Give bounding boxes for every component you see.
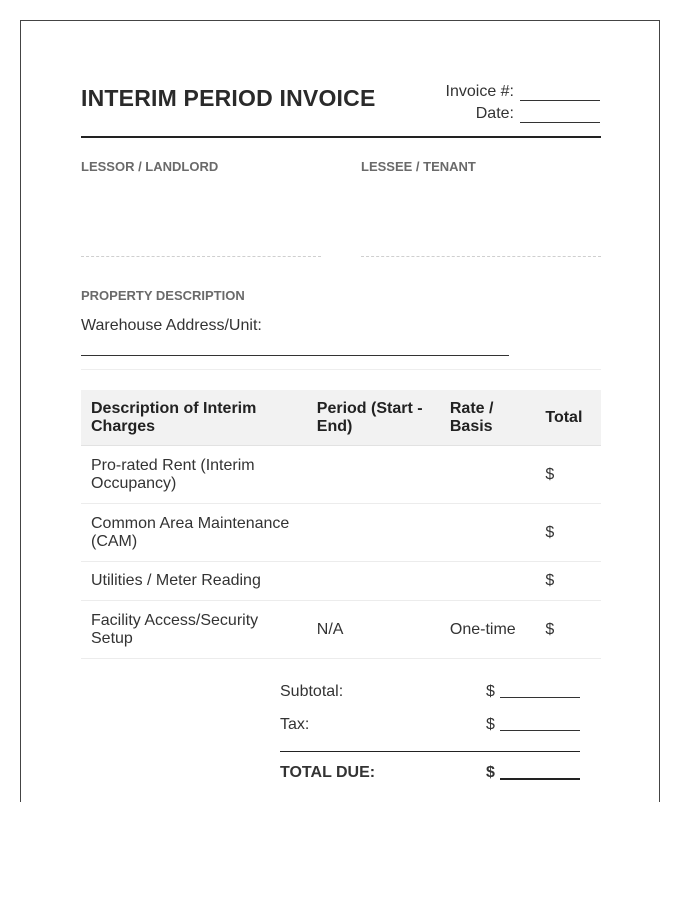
table-row bbox=[81, 562, 601, 601]
warehouse-address-field[interactable] bbox=[81, 355, 509, 356]
lessee-label: LESSEE / TENANT bbox=[361, 159, 476, 174]
invoice-title: INTERIM PERIOD INVOICE bbox=[81, 85, 376, 111]
invoice-date-label: Date: bbox=[475, 105, 514, 122]
row-total[interactable]: $ bbox=[535, 504, 601, 562]
invoice-number-field[interactable] bbox=[520, 84, 600, 101]
row-total[interactable]: $ bbox=[535, 446, 601, 504]
header-rate: Rate / Basis bbox=[440, 390, 535, 446]
warehouse-address-label: Warehouse Address/Unit: bbox=[81, 317, 262, 334]
table-row bbox=[81, 601, 601, 659]
tax-currency: $ bbox=[486, 716, 495, 733]
total-due-label: TOTAL DUE: bbox=[280, 764, 376, 781]
tax-label: Tax: bbox=[280, 716, 310, 733]
table-row bbox=[81, 504, 601, 562]
row-rate[interactable] bbox=[440, 504, 535, 562]
row-rate[interactable] bbox=[440, 446, 535, 504]
row-description: Pro-rated Rent (Interim Occupancy) bbox=[81, 446, 307, 504]
row-rate[interactable]: One-time bbox=[440, 601, 535, 659]
header-divider bbox=[81, 136, 601, 138]
row-description: Common Area Maintenance (CAM) bbox=[81, 504, 307, 562]
invoice-number-label: Invoice #: bbox=[445, 83, 514, 100]
row-rate[interactable] bbox=[440, 562, 535, 601]
property-divider bbox=[81, 369, 601, 370]
row-period[interactable]: N/A bbox=[307, 601, 440, 659]
total-due-field[interactable] bbox=[500, 778, 580, 780]
row-period[interactable] bbox=[307, 446, 440, 504]
lessee-field-line[interactable] bbox=[361, 256, 601, 257]
row-total[interactable]: $ bbox=[535, 562, 601, 601]
invoice-date-row bbox=[476, 105, 600, 123]
tax-field[interactable] bbox=[500, 730, 580, 731]
property-description-label: PROPERTY DESCRIPTION bbox=[81, 288, 245, 303]
row-description: Facility Access/Security Setup bbox=[81, 601, 307, 659]
row-period[interactable] bbox=[307, 562, 440, 601]
table-header-row bbox=[81, 390, 601, 446]
charges-table bbox=[81, 390, 601, 659]
row-total[interactable]: $ bbox=[535, 601, 601, 659]
row-description: Utilities / Meter Reading bbox=[81, 562, 307, 601]
invoice-number-row bbox=[446, 83, 600, 101]
header-description: Description of Interim Charges bbox=[81, 390, 307, 446]
table-row bbox=[81, 446, 601, 504]
subtotal-currency: $ bbox=[486, 683, 495, 700]
header-total: Total bbox=[535, 390, 601, 446]
subtotal-field[interactable] bbox=[500, 697, 580, 698]
lessor-label: LESSOR / LANDLORD bbox=[81, 159, 219, 174]
subtotal-label: Subtotal: bbox=[280, 683, 344, 700]
totals-divider bbox=[280, 751, 580, 752]
invoice-date-field[interactable] bbox=[520, 106, 600, 123]
lessor-field-line[interactable] bbox=[81, 256, 321, 257]
total-due-currency: $ bbox=[486, 764, 495, 781]
row-period[interactable] bbox=[307, 504, 440, 562]
header-period: Period (Start - End) bbox=[307, 390, 440, 446]
